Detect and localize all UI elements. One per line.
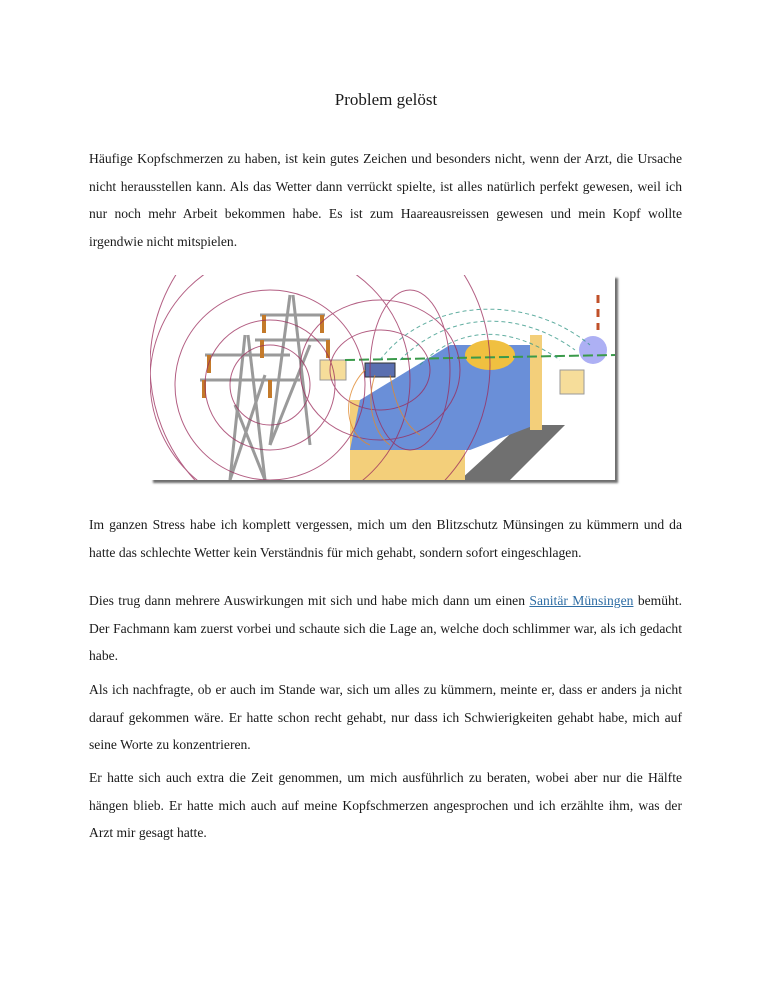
paragraph-3 <box>89 587 682 670</box>
bed-headboard-shape <box>530 335 542 430</box>
sanitaer-muensingen-link[interactable]: Sanitär Münsingen <box>529 593 634 608</box>
paragraph-4: Als ich nachfragte, ob er auch im Stande war, sich um alles zu kümmern, meinte er, dass er anders ja nicht darauf gekommen wäre. Er hatte schon recht gehabt, nur dass ich Schwierigkeiten gehabt habe, mich auf seine Worte zu konzentrieren. <box>89 682 682 752</box>
paragraph-1: Häufige Kopfschmerzen zu haben, ist kein gutes Zeichen und besonders nicht, wenn der Arzt, die Ursache nicht herausstellen kann. Als das Wetter dann verrückt spielte, ist alles natürlich perfekt gewesen, weil ich nur noch mehr Arbeit bekommen habe. Es ist zum Haareausreissen gewesen und mein Kopf wollte irgendwie nicht mitspielen. <box>89 151 682 249</box>
paragraph-3-text-before: Dies trug dann mehrere Auswirkungen mit sich und habe mich dann um einen <box>89 593 530 608</box>
paragraph-5: Er hatte sich auch extra die Zeit genommen, um mich ausführlich zu beraten, wobei aber nur die Hälfte hängen blieb. Er hatte mich auch auf meine Kopfschmerzen angesprochen und ich erzählte ihm, was der Arzt mir gesagt hatte. <box>89 770 682 840</box>
paragraph-3-text-after: bemüht. Der Fachmann kam zuerst vorbei und schaute sich die Lage an, welche doch schlimmer war, als ich gedacht habe. <box>89 593 682 663</box>
emf-illustration <box>150 275 615 480</box>
emf-illustration-graphic <box>150 275 615 480</box>
page-title: Problem gelöst <box>334 90 438 109</box>
wall-socket-icon <box>560 370 584 394</box>
paragraph-2: Im ganzen Stress habe ich komplett vergessen, mich um den Blitzschutz Münsingen zu kümmern und da hatte das schlechte Wetter kein Verständnis für mich gehabt, sondern sofort eingeschlagen. <box>89 517 682 560</box>
